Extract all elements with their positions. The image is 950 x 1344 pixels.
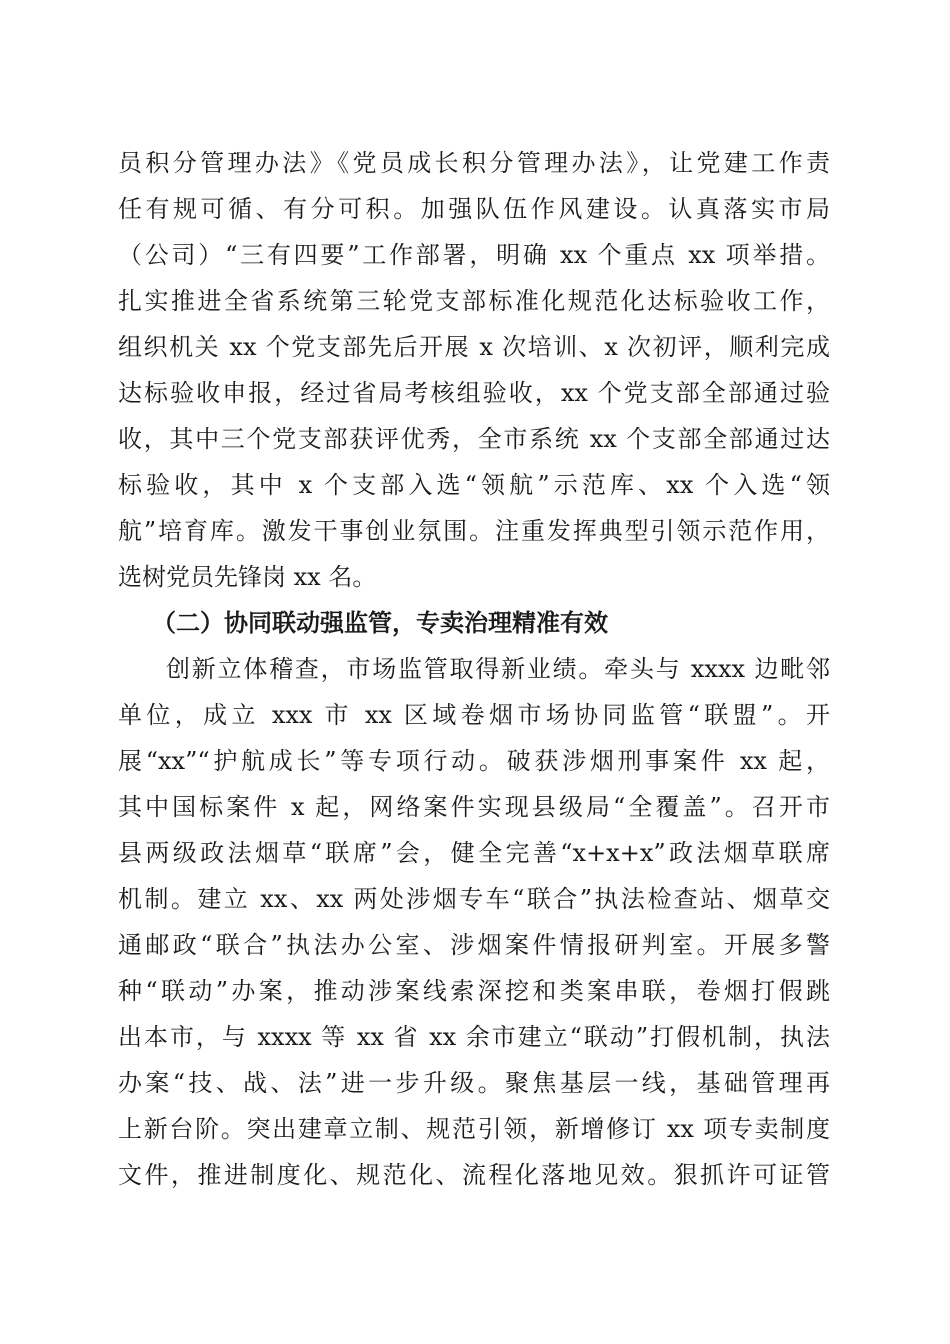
text-line: 创新立体稽查，市场监管取得新业绩。牵头与 xxxx 边毗邻 — [166, 655, 830, 683]
text-line: 出本市，与 xxxx 等 xx 省 xx 余市建立“联动”打假机制，执法 — [118, 1023, 830, 1051]
paragraph-market-supervision — [118, 646, 830, 1198]
text-line: 办案“技、战、法”进一步升级。聚焦基层一线，基础管理再 — [118, 1069, 830, 1097]
text-line: 任有规可循、有分可积。加强队伍作风建设。认真落实市局 — [118, 195, 830, 223]
text-line: 上新台阶。突出建章立制、规范引领，新增修订 xx 项专卖制度 — [118, 1115, 830, 1143]
paragraph-party-building — [118, 140, 830, 600]
document-body — [118, 140, 830, 1198]
text-line: 单位，成立 xxx 市 xx 区域卷烟市场协同监管“联盟”。开 — [118, 701, 830, 729]
text-line: 标验收，其中 x 个支部入选“领航”示范库、xx 个入选“领 — [118, 471, 830, 499]
text-line: 种“联动”办案，推动涉案线索深挖和类案串联，卷烟打假跳 — [118, 977, 830, 1005]
text-line: 组织机关 xx 个党支部先后开展 x 次培训、x 次初评，顺利完成 — [118, 333, 830, 361]
text-line: 扎实推进全省系统第三轮党支部标准化规范化达标验收工作， — [118, 287, 830, 315]
text-line: （公司）“三有四要”工作部署，明确 xx 个重点 xx 项举措。 — [118, 241, 830, 269]
text-line: 员积分管理办法》《党员成长积分管理办法》，让党建工作责 — [118, 149, 830, 177]
text-line: 展“xx”“护航成长”等专项行动。破获涉烟刑事案件 xx 起， — [118, 747, 830, 775]
text-line: 文件，推进制度化、规范化、流程化落地见效。狠抓许可证管 — [118, 1161, 830, 1189]
section-heading: （二）协同联动强监管，专卖治理精准有效 — [152, 608, 608, 637]
text-line: 通邮政“联合”执法办公室、涉烟案件情报研判室。开展多警 — [118, 931, 830, 959]
text-line: 其中国标案件 x 起，网络案件实现县级局“全覆盖”。召开市 — [118, 793, 830, 821]
text-line: 县两级政法烟草“联席”会，健全完善“x+x+x”政法烟草联席 — [118, 839, 830, 867]
text-line: 达标验收申报，经过省局考核组验收，xx 个党支部全部通过验 — [118, 379, 830, 407]
text-line: 选树党员先锋岗 xx 名。 — [118, 563, 377, 591]
text-line: 航”培育库。激发干事创业氛围。注重发挥典型引领示范作用， — [118, 517, 830, 545]
text-line: 收，其中三个党支部获评优秀，全市系统 xx 个支部全部通过达 — [118, 425, 830, 453]
text-line: 机制。建立 xx、xx 两处涉烟专车“联合”执法检查站、烟草交 — [118, 885, 830, 913]
